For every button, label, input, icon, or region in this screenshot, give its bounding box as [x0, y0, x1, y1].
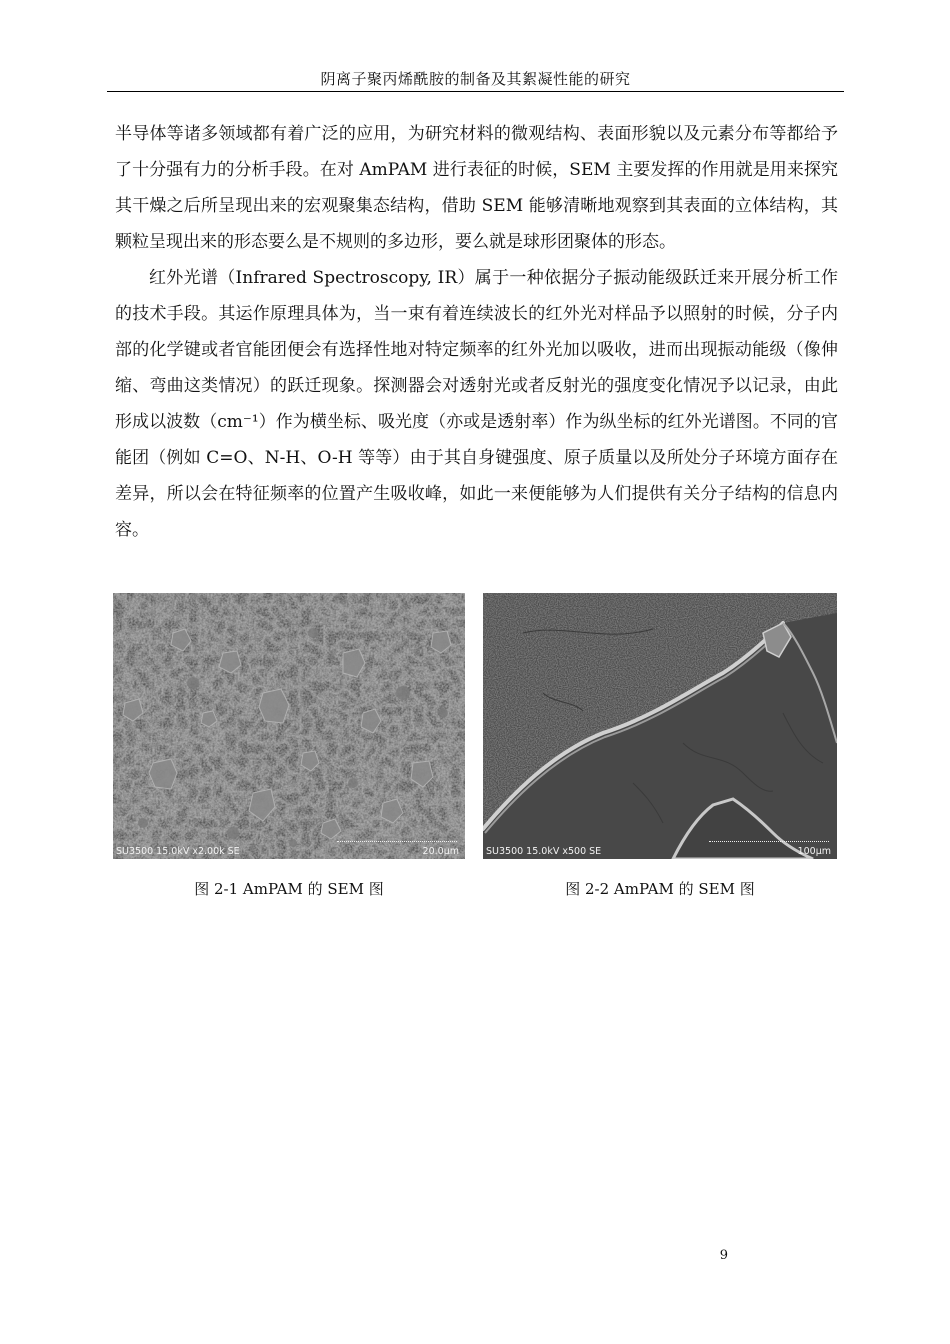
body-text	[115, 116, 838, 548]
sem-instrument-info: SU3500 15.0kV x2.00k SE	[116, 846, 240, 857]
figure-caption-2-2: 图 2-2 AmPAM 的 SEM 图	[565, 880, 755, 898]
sem-info-bar	[483, 843, 837, 859]
sem-image-granular	[113, 593, 465, 859]
sem-info-bar	[113, 843, 465, 859]
scale-label: 100μm	[797, 846, 831, 857]
header-divider	[107, 91, 844, 92]
page-number: 9	[719, 1248, 728, 1263]
sem-instrument-info: SU3500 15.0kV x500 SE	[486, 846, 602, 857]
sem-image-surface	[483, 593, 837, 859]
sem-granular-texture	[113, 593, 465, 859]
running-header: 阴离子聚丙烯酰胺的制备及其絮凝性能的研究	[320, 70, 631, 88]
sem-surface-texture	[483, 593, 837, 859]
paragraph-sem: 半导体等诸多领域都有着广泛的应用，为研究材料的微观结构、表面形貌以及元素分布等都给予了十分强有力的分析手段。在对 AmPAM 进行表征的时候，SEM 主要发挥的作用就是用来探究其干燥之后所呈现出来的宏观聚集态结构，借助 SEM 能够清晰地观察到其表面的立体结构，其颗粒呈现出来的形态要么是不规则的多边形，要么就是球形团聚体的形态。	[115, 124, 838, 252]
scale-label: 20.0μm	[422, 846, 459, 857]
paragraph-ir: 红外光谱（Infrared Spectroscopy, IR）属于一种依据分子振动能级跃迁来开展分析工作的技术手段。其运作原理具体为，当一束有着连续波长的红外光对样品予以照射的时候，分子内部的化学键或者官能团便会有选择性地对特定频率的红外光加以吸收，进而出现振动能级（像伸缩、弯曲这类情况）的跃迁现象。探测器会对透射光或者反射光的强度变化情况予以记录，由此形成以波数（cm⁻¹）作为横坐标、吸光度（亦或是透射率）作为纵坐标的红外光谱图。不同的官能团（例如 C=O、N-H、O-H 等等）由于其自身键强度、原子质量以及所处分子环境方面存在差异，所以会在特征频率的位置产生吸收峰，如此一来便能够为人们提供有关分子结构的信息内容。	[115, 268, 838, 540]
figure-caption-2-1: 图 2-1 AmPAM 的 SEM 图	[194, 880, 384, 898]
